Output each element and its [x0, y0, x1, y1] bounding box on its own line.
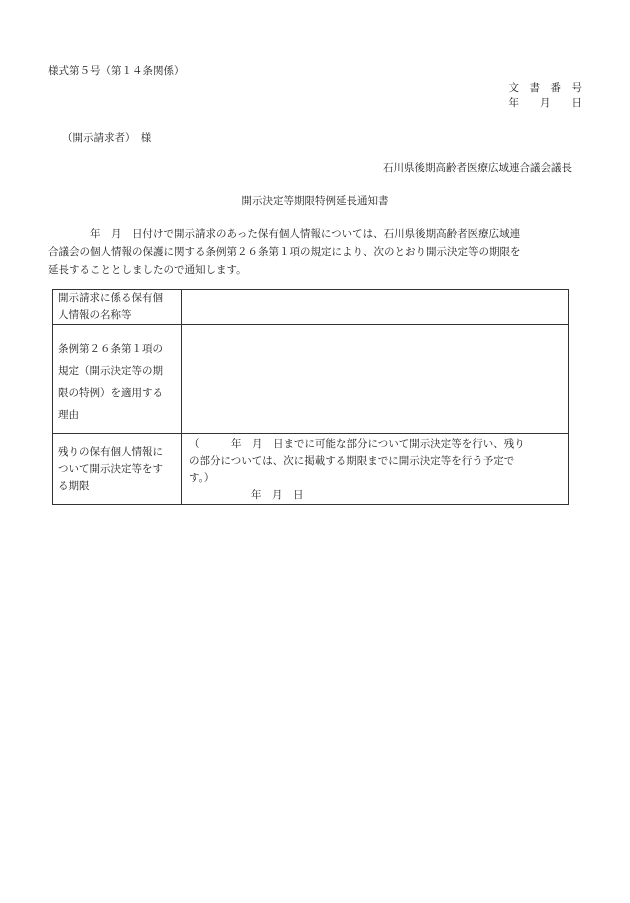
notice-body — [48, 225, 584, 279]
table-row-reason — [53, 325, 569, 434]
notice-body-line: 年 月 日付けで開示請求のあった保有個人情報については、石川県後期高齢者医療広域連 — [48, 228, 521, 240]
document-title: 開示決定等期限特例延長通知書 — [241, 195, 389, 207]
reason-value[interactable] — [182, 325, 569, 434]
form-number: 様式第５号（第１４条関係） — [48, 65, 185, 77]
label-line: 規定（開示決定等の期 — [58, 365, 163, 377]
document-number-label: 文 書 番 号 — [508, 82, 582, 94]
table-row-info-name — [53, 290, 569, 325]
label-line: 限の特例）を適用する — [58, 387, 163, 399]
notice-body-line: 合議会の個人情報の保護に関する条例第２６条第１項の規定により、次のとおり開示決定等の期限を — [48, 246, 521, 258]
deadline-text-line: す。） — [189, 472, 215, 484]
label-line: 開示請求に係る保有個 — [58, 292, 163, 304]
deadline-label — [53, 434, 182, 505]
notice-body-line: 延長することとしましたので通知します。 — [48, 264, 247, 276]
deadline-value[interactable] — [182, 434, 569, 505]
recipient: （開示請求者） 様 — [62, 132, 152, 144]
deadline-text-line: の部分については、次に掲載する期限までに開示決定等を行う予定で — [189, 455, 515, 467]
label-line: 人情報の名称等 — [58, 309, 132, 321]
issuer: 石川県後期高齢者医療広域連合議会議長 — [383, 162, 572, 174]
deadline-text-line: （ 年 月 日までに可能な部分について開示決定等を行い、残り — [189, 438, 525, 450]
deadline-date: 年 月 日 — [251, 489, 304, 501]
info-name-value[interactable] — [182, 290, 569, 325]
label-line: る期限 — [58, 480, 90, 492]
date-label: 年 月 日 — [508, 97, 582, 109]
reason-label — [53, 325, 182, 434]
label-line: ついて開示決定等をす — [58, 463, 163, 475]
info-name-label — [53, 290, 182, 325]
table-row-deadline — [53, 434, 569, 505]
extension-form-table — [52, 289, 569, 505]
label-line: 条例第２６条第１項の — [58, 343, 163, 355]
label-line: 残りの保有個人情報に — [58, 446, 163, 458]
label-line: 理由 — [58, 409, 79, 421]
